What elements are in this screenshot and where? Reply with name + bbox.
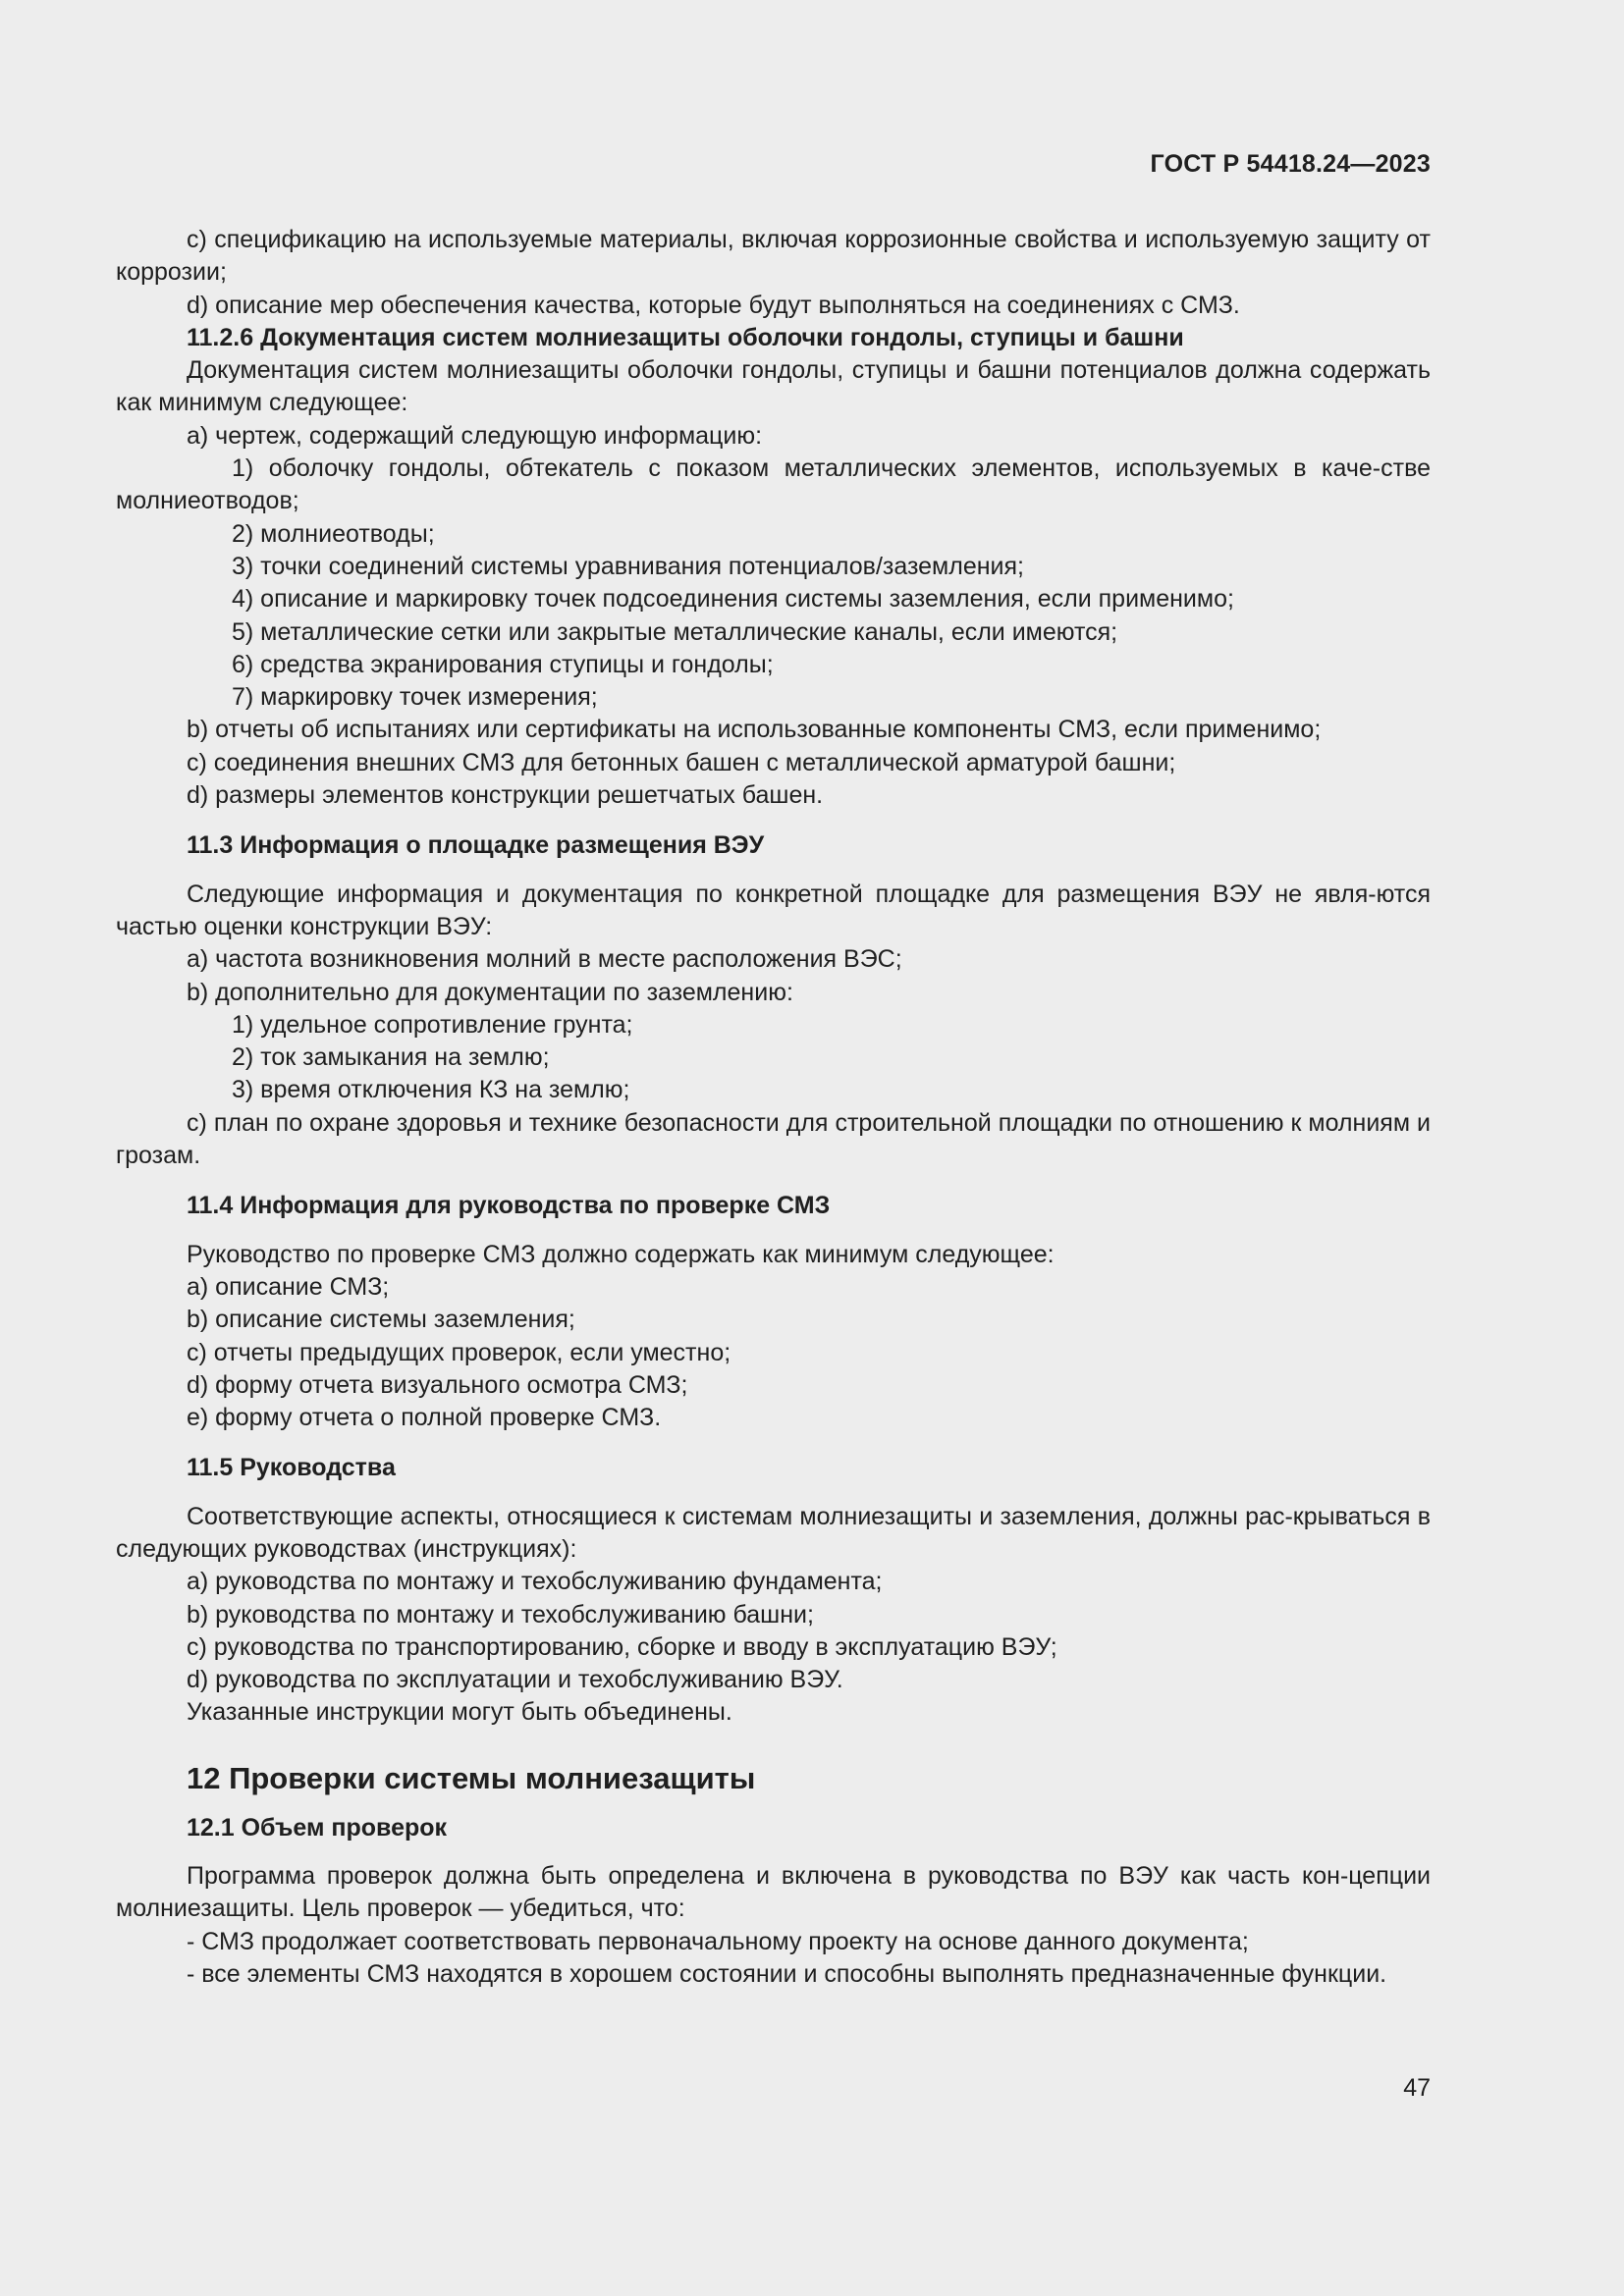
list-item: d) руководства по эксплуатации и техобслуживанию ВЭУ. (187, 1666, 843, 1694)
list-item: c) соединения внешних СМЗ для бетонных башен с металлической арматурой башни; (187, 748, 1176, 776)
list-item: c) руководства по транспортированию, сборке и вводу в эксплуатацию ВЭУ; (187, 1632, 1057, 1661)
list-item-c: c) спецификацию на используемые материалы, включая коррозионные свойства и используемую защиту от коррозии; (116, 226, 1431, 287)
paragraph: Руководство по проверке СМЗ должно содержать как минимум следующее: (187, 1240, 1055, 1268)
list-item: 4) описание и маркировку точек подсоединения системы заземления, если применимо; (232, 585, 1234, 614)
paragraph: Программа проверок должна быть определена и включена в руководства по ВЭУ как часть кон-цепции молниезащиты. Цель проверок — убедиться, что: (116, 1862, 1431, 1923)
section-heading-11-4: 11.4 Информация для руководства по проверке СМЗ (187, 1192, 831, 1220)
list-item: e) форму отчета о полной проверке СМЗ. (187, 1404, 662, 1432)
list-item: а) руководства по монтажу и техобслуживанию фундамента; (187, 1568, 883, 1596)
list-item: а) частота возникновения молний в месте расположения ВЭС; (187, 945, 902, 974)
paragraph: Указанные инструкции могут быть объединены. (187, 1698, 732, 1727)
document-number-header: ГОСТ Р 54418.24—2023 (1150, 150, 1431, 178)
list-item: b) дополнительно для документации по заземлению: (187, 978, 793, 1006)
list-item: d) форму отчета визуального осмотра СМЗ; (187, 1370, 688, 1399)
list-item: 2) молниеотводы; (232, 519, 435, 548)
list-item: а) чертеж, содержащий следующую информацию: (187, 421, 763, 450)
paragraph: Соответствующие аспекты, относящиеся к системам молниезащиты и заземления, должны рас-крываться в следующих руководствах (инструкциях): (116, 1502, 1431, 1563)
list-item-d: d) описание мер обеспечения качества, которые будут выполняться на соединениях с СМЗ. (187, 291, 1240, 319)
list-item: d) размеры элементов конструкции решетчатых башен. (187, 781, 824, 810)
section-heading-11-5: 11.5 Руководства (187, 1454, 396, 1482)
document-page (116, 0, 1431, 2296)
list-item: 1) удельное сопротивление грунта; (232, 1010, 633, 1039)
document-body (116, 224, 1431, 1991)
list-item: 2) ток замыкания на землю; (232, 1043, 550, 1072)
section-heading-12-1: 12.1 Объем проверок (187, 1813, 448, 1842)
list-item: c) отчеты предыдущих проверок, если уместно; (187, 1338, 731, 1366)
paragraph: Документация систем молниезащиты оболочки гондолы, ступицы и башни потенциалов должна содержать как минимум следующее: (116, 356, 1431, 417)
list-item: 1) оболочку гондолы, обтекатель с показом металлических элементов, используемых в каче-стве молниеотводов; (116, 454, 1431, 515)
list-item: c) план по охране здоровья и технике безопасности для строительной площадки по отношению к молниям и грозам. (116, 1108, 1431, 1170)
list-item: b) руководства по монтажу и техобслуживанию башни; (187, 1600, 814, 1629)
chapter-heading-12: 12 Проверки системы молниезащиты (187, 1760, 756, 1795)
section-heading-11-3: 11.3 Информация о площадке размещения ВЭУ (187, 831, 765, 860)
list-item: 3) время отключения КЗ на землю; (232, 1076, 630, 1104)
list-item: 7) маркировку точек измерения; (232, 683, 598, 712)
list-item: а) описание СМЗ; (187, 1272, 390, 1301)
list-item: - СМЗ продолжает соответствовать первоначальному проекту на основе данного документа; (187, 1927, 1249, 1955)
paragraph: Следующие информация и документация по конкретной площадке для размещения ВЭУ не явля-ются частью оценки конструкции ВЭУ: (116, 880, 1431, 940)
list-item: b) отчеты об испытаниях или сертификаты на использованные компоненты СМЗ, если применимо; (187, 716, 1322, 744)
list-item: 6) средства экранирования ступицы и гондолы; (232, 650, 774, 678)
page-number: 47 (1403, 2074, 1431, 2102)
list-item: 5) металлические сетки или закрытые металлические каналы, если имеются; (232, 617, 1118, 646)
list-item: 3) точки соединений системы уравнивания потенциалов/заземления; (232, 552, 1024, 580)
section-heading-11-2-6: 11.2.6 Документация систем молниезащиты оболочки гондолы, ступицы и башни (187, 323, 1184, 351)
list-item: - все элементы СМЗ находятся в хорошем состоянии и способны выполнять предназначенные функции. (187, 1959, 1387, 1988)
list-item: b) описание системы заземления; (187, 1306, 575, 1334)
